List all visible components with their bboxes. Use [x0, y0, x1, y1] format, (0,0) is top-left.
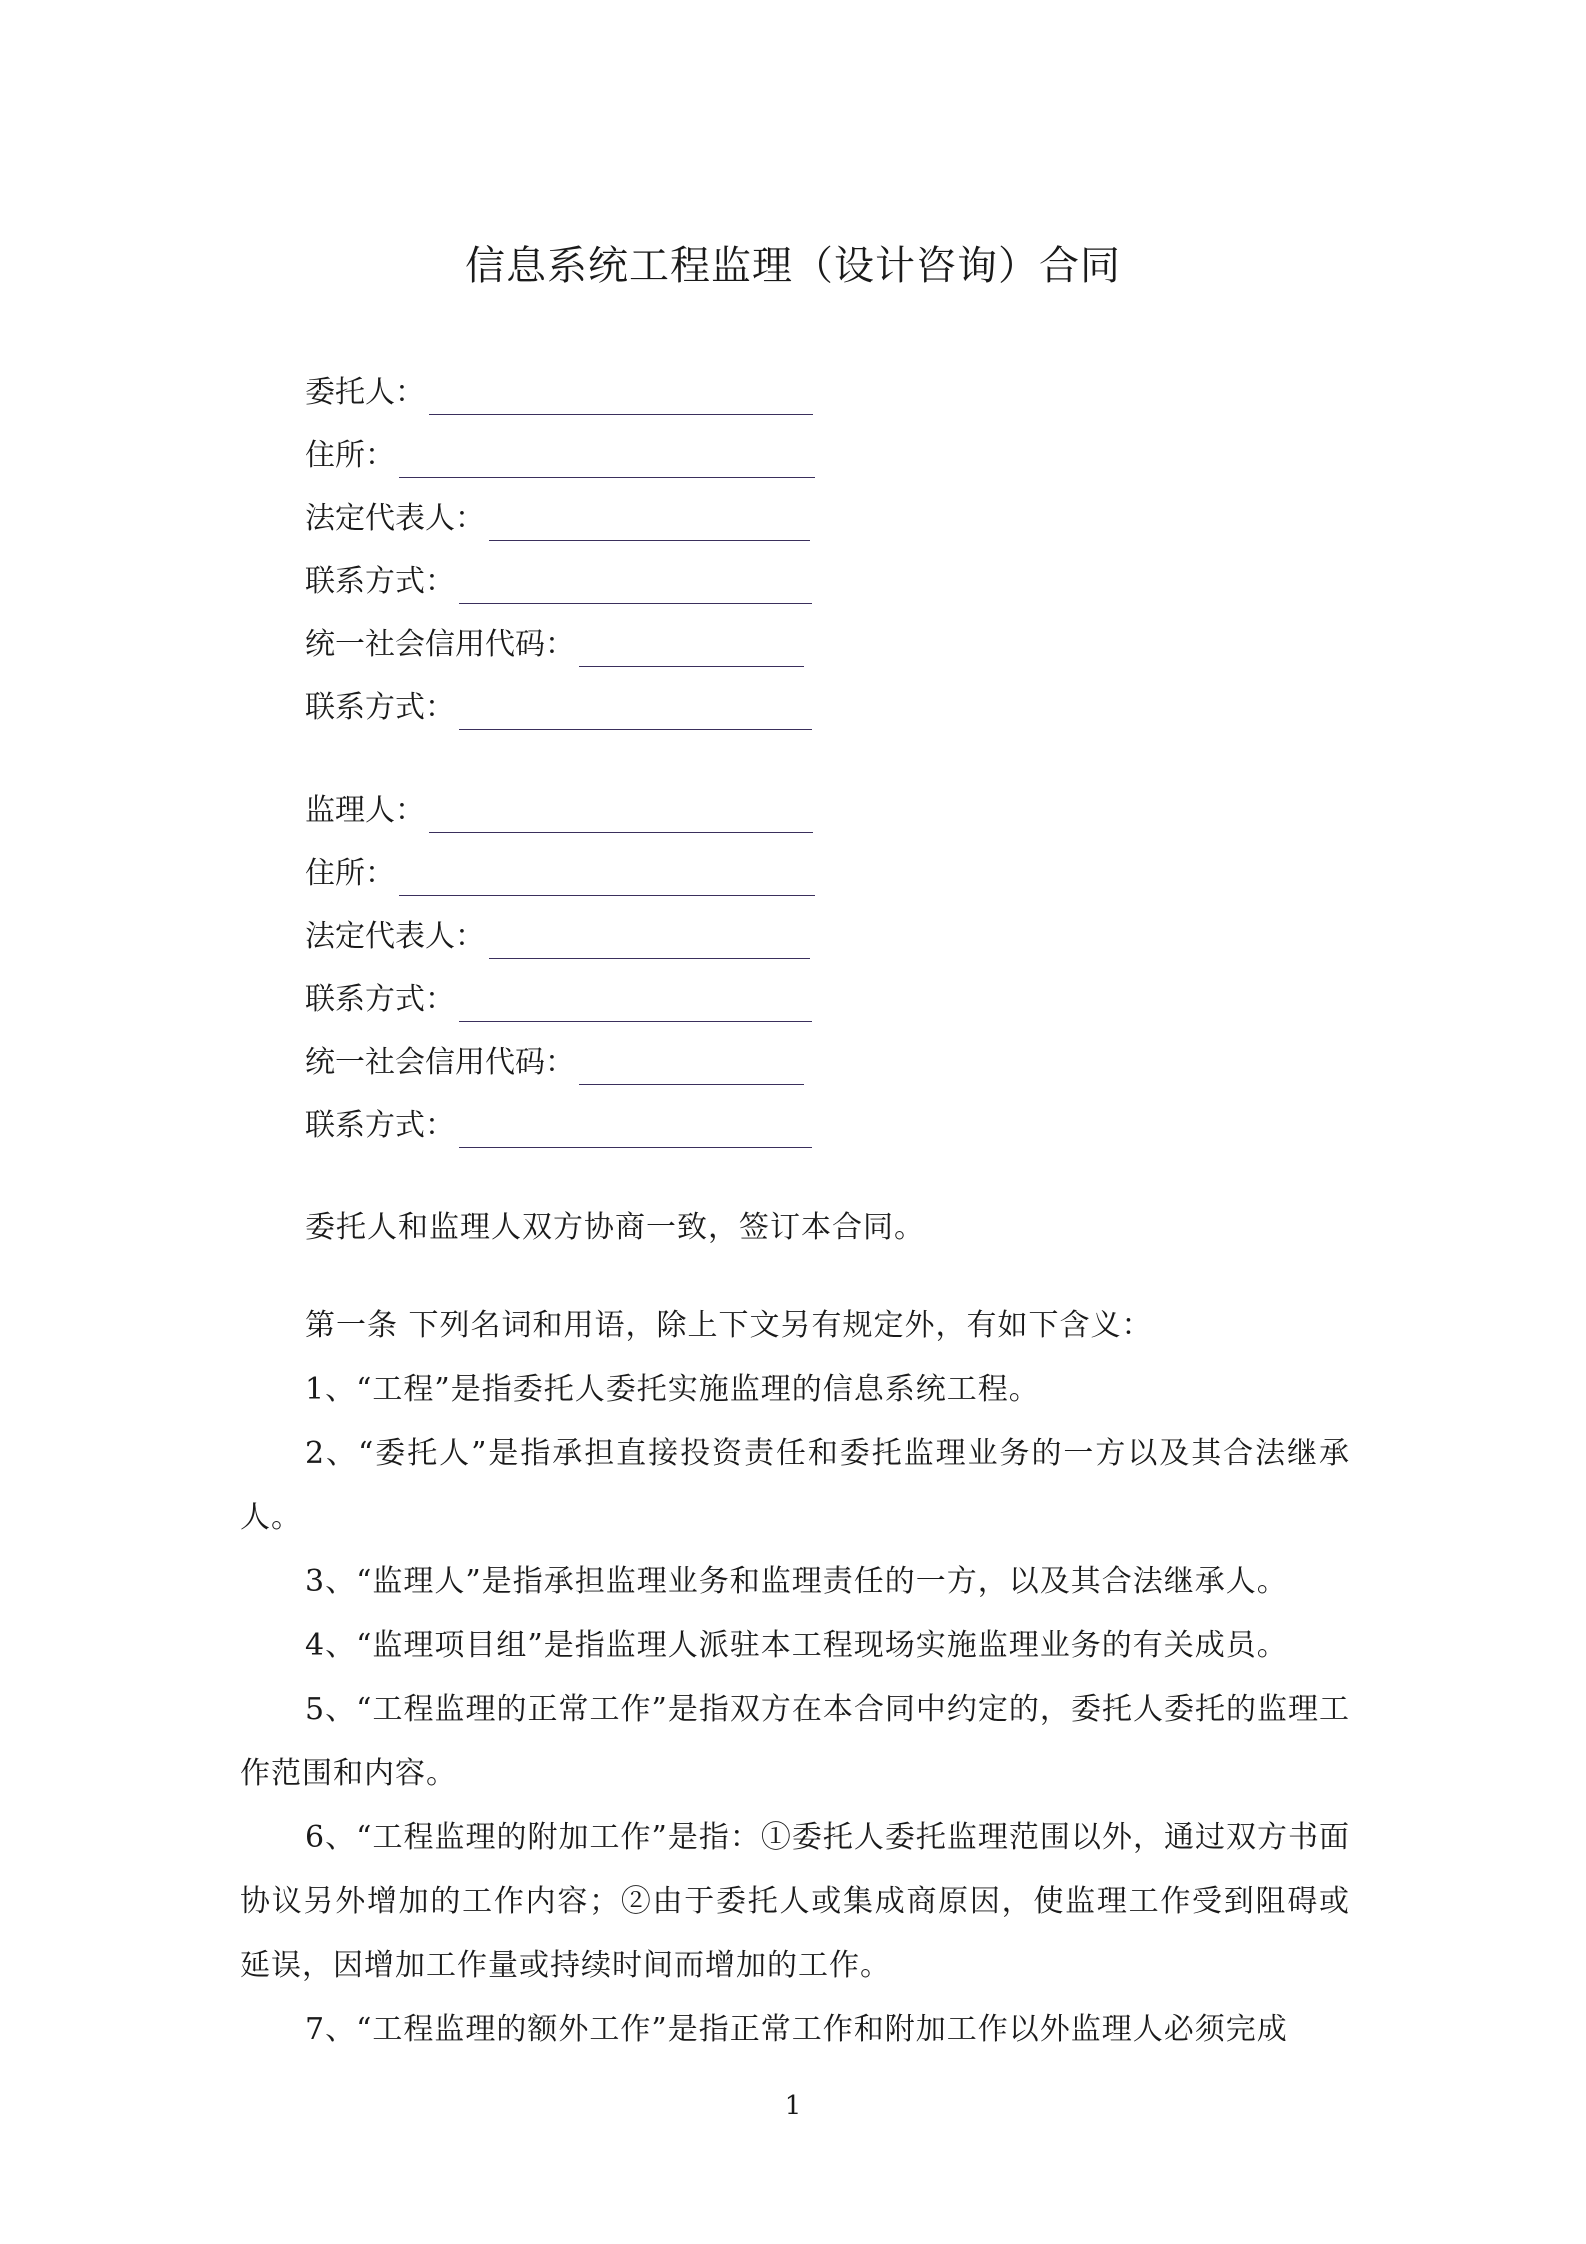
article-1-heading: 第一条 下列名词和用语，除上下文另有规定外，有如下含义： [305, 1308, 1153, 1343]
client-name-field [305, 367, 813, 415]
definition-7: 7、“工程监理的额外工作”是指正常工作和附加工作以外监理人必须完成 [305, 2012, 1288, 2047]
fill-in-line [579, 632, 804, 667]
definition-4: 4、“监理项目组”是指监理人派驻本工程现场实施监理业务的有关成员。 [305, 1628, 1288, 1663]
page-number: 1 [784, 2091, 802, 2121]
definition-1: 1、“工程”是指委托人委托实施监理的信息系统工程。 [305, 1372, 1040, 1407]
fill-in-line [489, 924, 810, 959]
field-label: 统一社会信用代码： [305, 627, 575, 662]
fill-in-line [429, 380, 813, 415]
field-label: 统一社会信用代码： [305, 1045, 575, 1080]
definition-6: 6、“工程监理的附加工作”是指：①委托人委托监理范围以外，通过双方书面协议另外增加的工作内容；②由于委托人或集成商原因，使监理工作受到阻碍或延误，因增加工作量或持续时间而增加的工作。 [240, 1820, 1350, 1983]
field-label: 联系方式： [305, 1108, 455, 1143]
fill-in-line [459, 695, 812, 730]
fill-in-line [399, 443, 815, 478]
document-title: 信息系统工程监理（设计咨询）合同 [465, 243, 1121, 289]
client-address-field [305, 430, 815, 478]
field-label: 监理人： [305, 793, 425, 828]
field-label: 联系方式： [305, 690, 455, 725]
definition-2: 2、“委托人”是指承担直接投资责任和委托监理业务的一方以及其合法继承人。 [240, 1436, 1350, 1535]
client-contact-field [305, 556, 812, 604]
field-label: 联系方式： [305, 564, 455, 599]
field-label: 法定代表人： [305, 919, 485, 954]
intro-paragraph: 委托人和监理人双方协商一致，签订本合同。 [305, 1210, 925, 1245]
definition-5: 5、“工程监理的正常工作”是指双方在本合同中约定的，委托人委托的监理工作范围和内容。 [240, 1692, 1350, 1791]
fill-in-line [399, 861, 815, 896]
supervisor-name-field [305, 785, 813, 833]
fill-in-line [459, 1113, 812, 1148]
client-credit-code-field [305, 619, 804, 667]
client-contact-field-2 [305, 682, 812, 730]
supervisor-legal-rep-field [305, 911, 810, 959]
supervisor-contact-field [305, 974, 812, 1022]
fill-in-line [459, 569, 812, 604]
supervisor-credit-code-field [305, 1037, 804, 1085]
field-label: 住所： [305, 856, 395, 891]
definition-3: 3、“监理人”是指承担监理业务和监理责任的一方，以及其合法继承人。 [305, 1564, 1288, 1599]
fill-in-line [429, 798, 813, 833]
field-label: 法定代表人： [305, 501, 485, 536]
fill-in-line [579, 1050, 804, 1085]
fill-in-line [459, 987, 812, 1022]
field-label: 联系方式： [305, 982, 455, 1017]
field-label: 住所： [305, 438, 395, 473]
field-label: 委托人： [305, 375, 425, 410]
client-legal-rep-field [305, 493, 810, 541]
supervisor-address-field [305, 848, 815, 896]
supervisor-contact-field-2 [305, 1100, 812, 1148]
fill-in-line [489, 506, 810, 541]
